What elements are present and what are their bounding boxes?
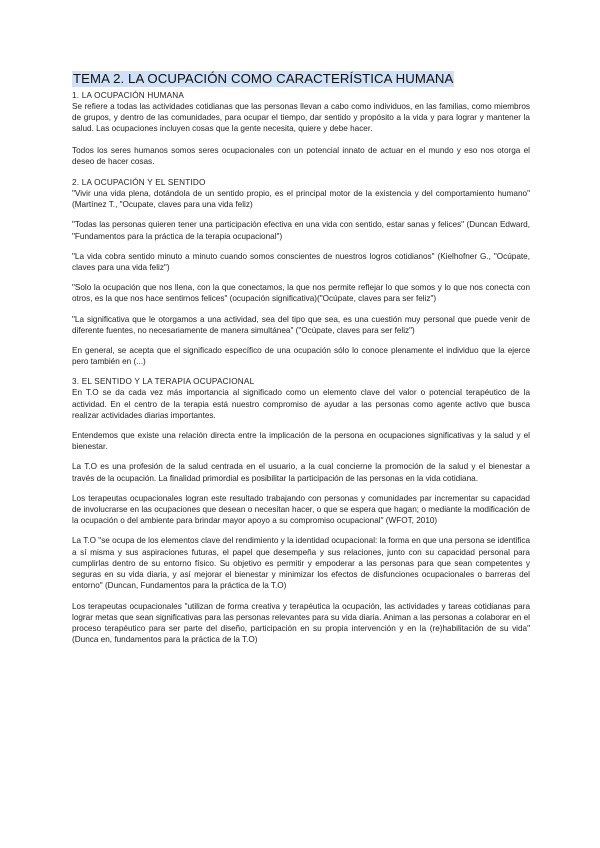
section-heading: 3. EL SENTIDO Y LA TERAPIA OCUPACIONAL <box>72 377 255 387</box>
paragraph: La T.O es una profesión de la salud centrada en el usuario, a la cual concierne la promoción de la salud y el bienestar a través de la ocupación. La finalidad primordial es posibilitar la participación de las personas en la vida cotidiana. <box>72 462 530 483</box>
section-heading: 1. LA OCUPACIÓN HUMANA <box>72 91 185 100</box>
paragraph: "Todas las personas quieren tener una participación efectiva en una vida con sentido, estar sanas y felices" (Duncan Edward, "Fundamentos para la práctica de la terapia ocupacional") <box>72 220 530 241</box>
paragraph: Entendemos que existe una relación directa entre la implicación de la persona en ocupaciones significativas y la salud y el bienestar. <box>72 431 530 452</box>
paragraph: "Solo la ocupación que nos llena, con la que conectamos, la que nos permite reflejar lo que somos y lo que nos conecta con otros, es la que nos hace sentirnos felices" (ocupación significativa)("Ocúpate, claves para ser feliz") <box>72 283 530 304</box>
paragraph: En general, se acepta que el significado específico de una ocupación sólo lo conoce plenamente el individuo que la ejerce pero también en (...) <box>72 346 530 367</box>
paragraph: Los terapeutas ocupacionales "utilizan de forma creativa y terapéutica la ocupación, las actividades y tareas cotidianas para lograr metas que sean significativas para las personas relevantes para su vida diaria. Animan a las personas a colaborar en el proceso terapéutico para ser parte del diseño, participación en su propia intervención y en la (re)habilitación de su vida" (Dunca en, fundamentos para la práctica de la T.O) <box>72 601 530 645</box>
paragraph: "La vida cobra sentido minuto a minuto cuando somos conscientes de nuestros logros cotidianos" (Kielhofner G., "Ocúpate, claves para una vida feliz") <box>72 251 530 273</box>
paragraph: Todos los seres humanos somos seres ocupacionales con un potencial innato de actuar en el mundo y eso nos otorga el deseo de hacer cosas. <box>72 145 530 166</box>
paragraph: Se refiere a todas las actividades cotidianas que las personas llevan a cabo como individuos, en las familias, como miembros de grupos, y dentro de las comunidades, para ocupar el tiempo, dar sentido y propósito a la vida y para lograr y mantener la salud. Las ocupaciones incluyen cosas que la gente necesita, quiere y debe hacer. <box>72 102 530 134</box>
section-1 <box>72 90 530 167</box>
paragraph: La T.O "se ocupa de los elementos clave del rendimiento y la identidad ocupacional: la forma en que una persona se identifica a sí misma y sus aspiraciones futuras, el papel que desempeña y sus relaciones, junto con su capacidad personal para cumplirlas dentro de su entorno físico. Su objetivo es permitir y empoderar a las personas para que sean competentes y seguras en su vida diaria, y así mejorar el bienestar y minimizar los efectos de disfunciones ocupacionales o barreras del entorno" (Duncan, Fundamentos para la práctica de la T.O) <box>72 536 530 591</box>
paragraph: "Vivir una vida plena, dotándola de un sentido propio, es el principal motor de la existencia y del comportamiento humano" (Martínez T., "Ocupate, claves para una vida feliz) <box>72 189 530 210</box>
paragraph: En T.O se da cada vez más importancia al significado como un elemento clave del valor o potencial terapéutico de la actividad. En el centro de la terapia está nuestro compromiso de ayudar a las personas como agente activo que busca realizar actividades diarias importantes. <box>72 388 530 420</box>
section-3 <box>72 376 530 645</box>
section-2 <box>72 177 530 367</box>
section-heading: 2. LA OCUPACIÓN Y EL SENTIDO <box>72 178 206 188</box>
document-title: TEMA 2. LA OCUPACIÓN COMO CARACTERÍSTICA HUMANA <box>73 71 454 86</box>
paragraph: "La significativa que le otorgamos a una actividad, sea del tipo que sea, es una cuestión muy personal que puede venir de diferente fuentes, no necesariamente de manera simultánea" ("Ocúpate, claves para ser feliz") <box>72 314 530 335</box>
paragraph: Los terapeutas ocupacionales logran este resultado trabajando con personas y comunidades par incrementar su capacidad de involucrarse en las ocupaciones que desean o necesitan hacer, o que se espera que hagan; o mediante la modificación de la ocupación o del ambiente para brindar mayor apoyo a su compromiso ocupacional" (WFOT, 2010) <box>72 493 530 526</box>
